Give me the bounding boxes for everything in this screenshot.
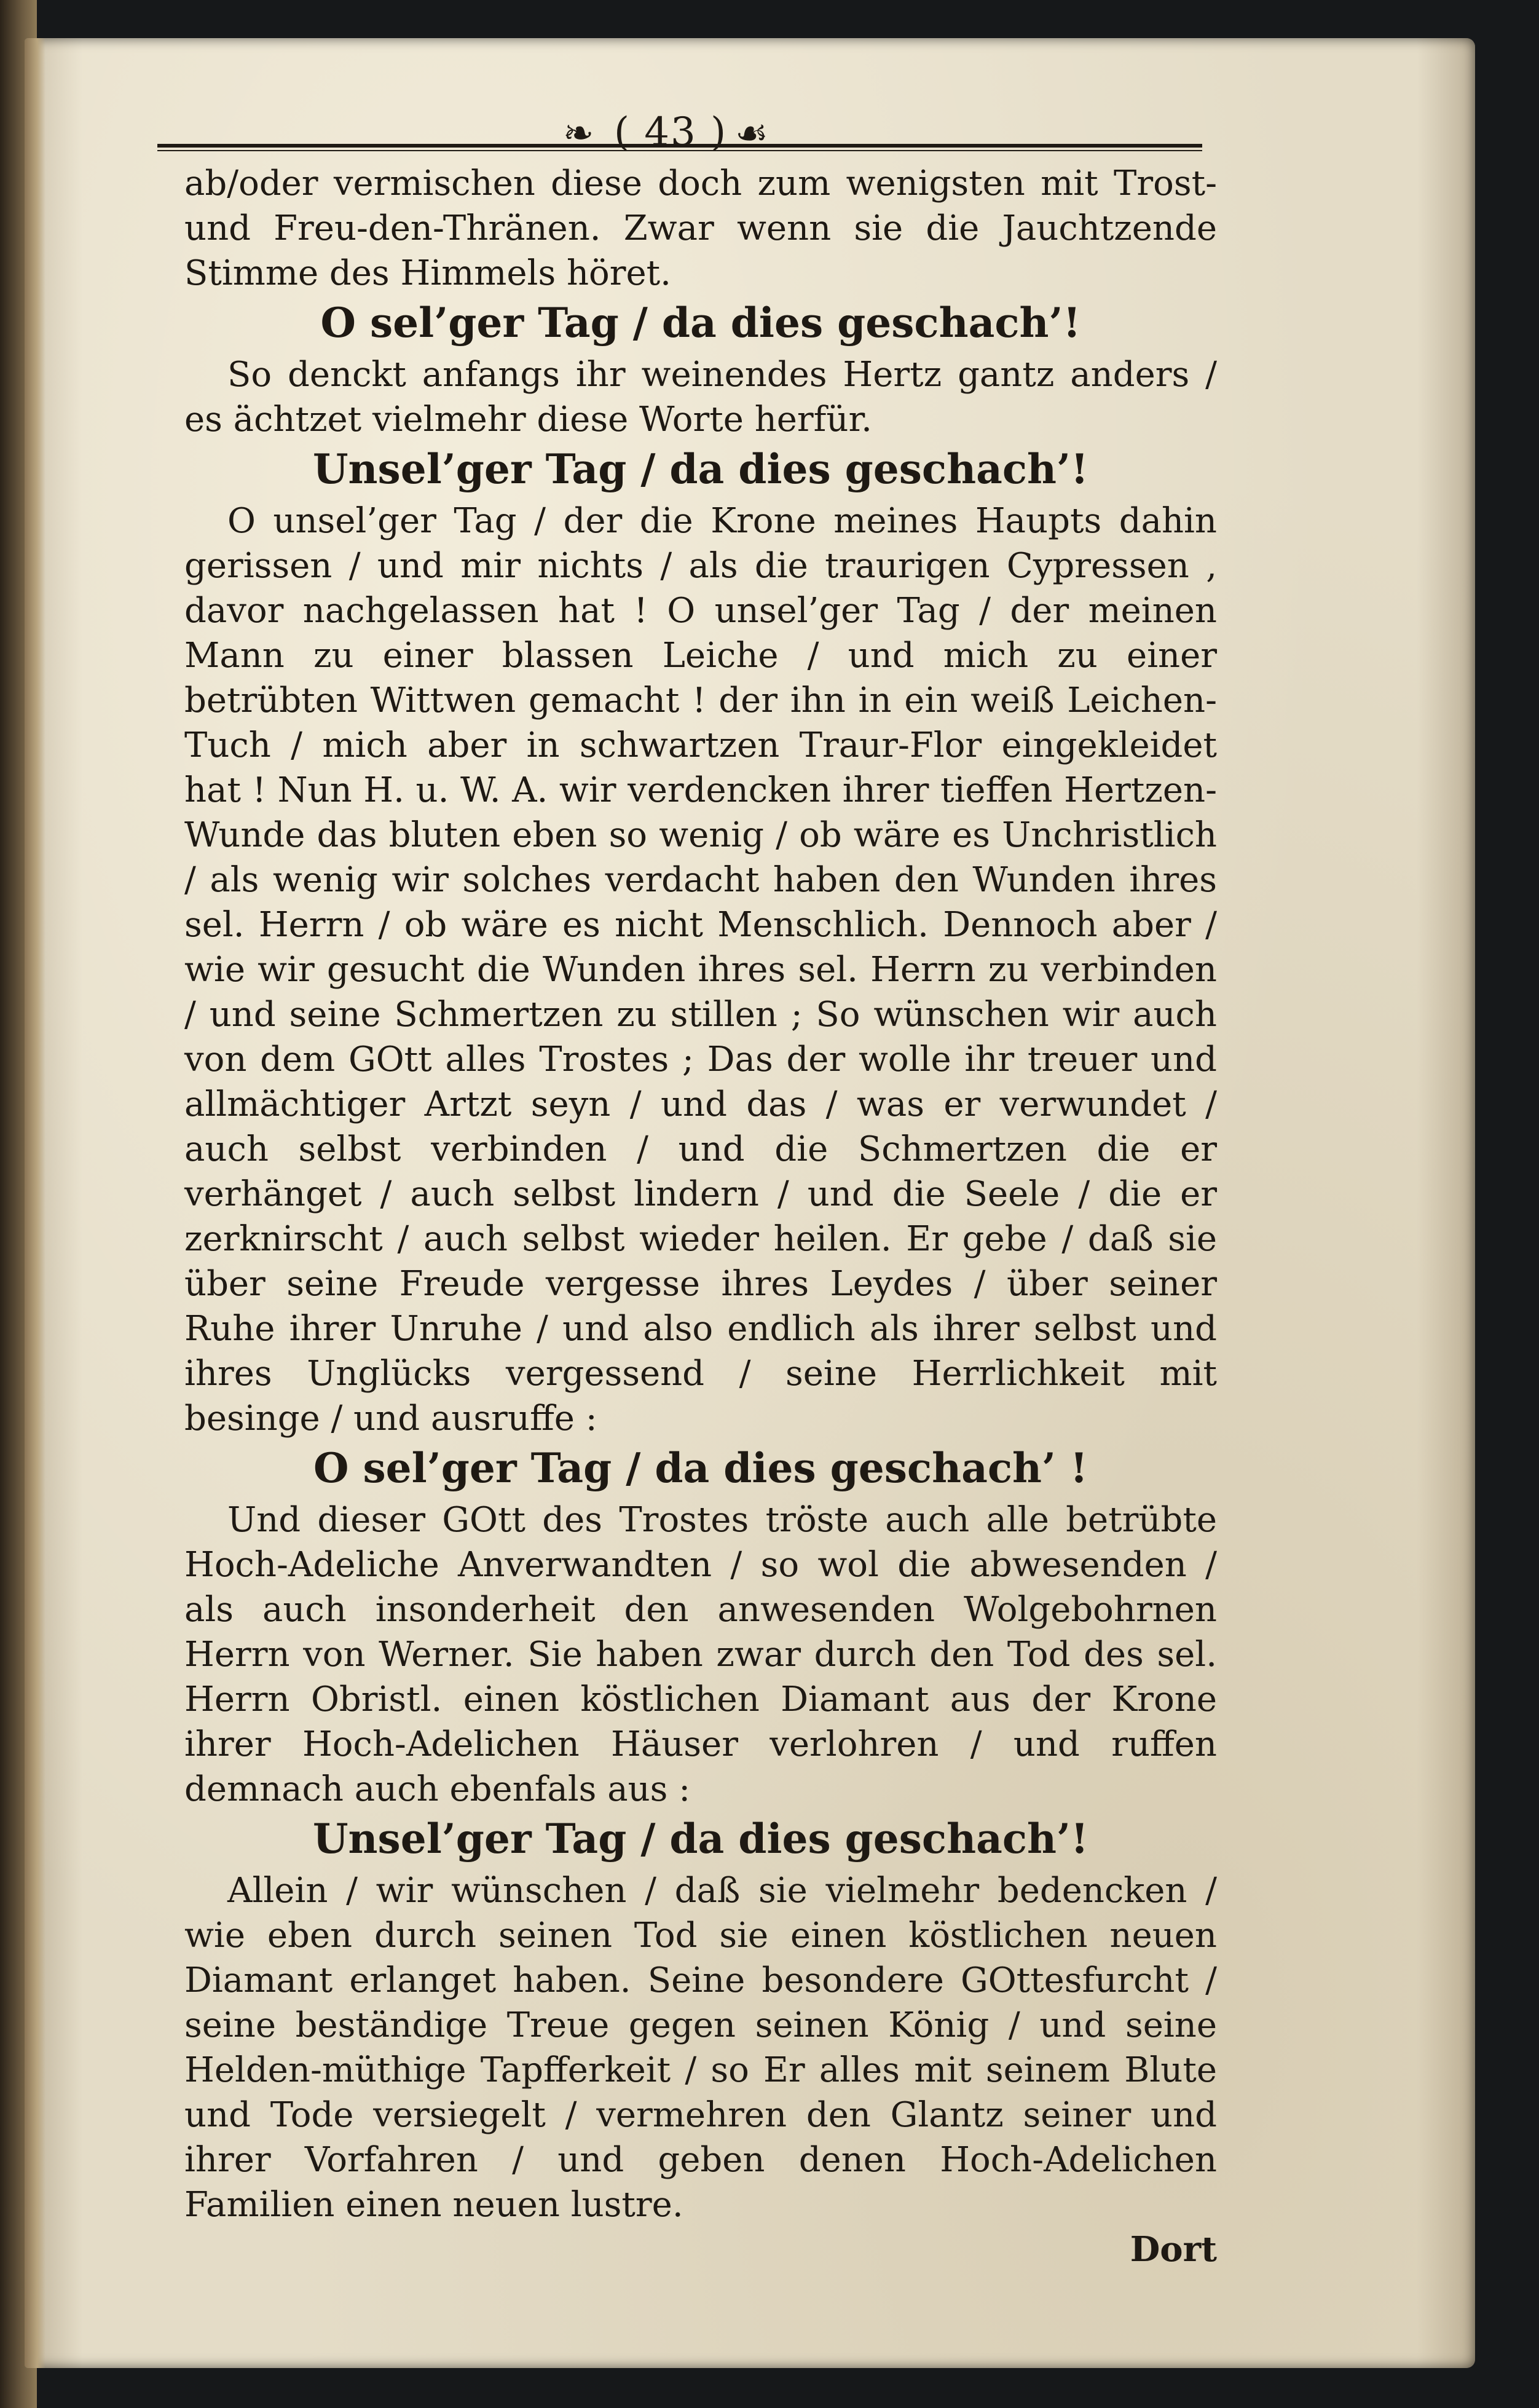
- exclamation-1: O sel’ger Tag / da dies geschach’!: [320, 299, 1081, 347]
- exclamation-3: O sel’ger Tag / da dies geschach’ !: [313, 1444, 1088, 1492]
- page-gutter: [25, 38, 45, 2368]
- body-text: [184, 161, 1217, 2272]
- paragraph-2: So denckt anfangs ihr weinendes Hertz gantz anders / es ächtzet vielmehr diese Worte herfür.: [184, 355, 1217, 440]
- paragraph-4: Und dieser GOtt des Trostes tröste auch alle betrübte Hoch-Adeliche Anverwandten / so wol die abwesenden / als auch insonderheit den anwesenden Wolgebohrnen Herrn von Werner. Sie haben zwar durch den Tod des sel. Herrn Obristl. einen köstlichen Diamant aus der Krone ihrer Hoch-Adelichen Häuser verlohren / und ruffen demnach auch ebenfals aus :: [184, 1500, 1217, 1809]
- page-header: [157, 69, 1202, 155]
- fleuron-right-icon: ☙: [735, 112, 768, 155]
- exclamation-4: Unsel’ger Tag / da dies geschach’!: [313, 1815, 1088, 1863]
- page-number: ( 43 ): [613, 109, 728, 155]
- fleuron-left-icon: ❧: [563, 112, 594, 155]
- header-rule: [157, 144, 1202, 151]
- paragraph-5: Allein / wir wünschen / daß sie vielmehr bedencken / wie eben durch seinen Tod sie einen köstlichen neuen Diamant erlanget haben. Seine besondere GOttesfurcht / seine beständige Treue gegen seinen König / und seine Helden-müthige Tapfferkeit / so Er alles mit seinem Blute und Tode versiegelt / vermehren den Glantz seiner und ihrer Vorfahren / und geben denen Hoch-Adelichen Familien einen neuen lustre.: [184, 1871, 1217, 2225]
- catchword: Dort: [1130, 2229, 1217, 2270]
- paragraph-3: O unsel’ger Tag / der die Krone meines Haupts dahin gerissen / und mir nichts / als die traurigen Cypressen , davor nachgelassen hat ! O unsel’ger Tag / der meinen Mann zu einer blassen Leiche / und mich zu einer betrübten Wittwen gemacht ! der ihn in ein weiß Leichen-Tuch / mich aber in schwartzen Traur-Flor eingekleidet hat ! Nun H. u. W. A. wir verdencken ihrer tieffen Hertzen-Wunde das bluten eben so wenig / ob wäre es Unchristlich / als wenig wir solches verdacht haben den Wunden ihres sel. Herrn / ob wäre es nicht Menschlich. Dennoch aber / wie wir gesucht die Wunden ihres sel. Herrn zu verbinden / und seine Schmertzen zu stillen ; So wünschen wir auch von dem GOtt alles Trostes ; Das der wolle ihr treuer und allmächtiger Artzt seyn / und das / was er verwundet / auch selbst verbinden / und die Schmertzen die er verhänget / auch selbst lindern / und die Seele / die er zerknirscht / auch selbst wieder heilen. Er gebe / daß sie über seine Freude vergesse ihres Leydes / über seiner Ruhe ihrer Unruhe / und also endlich als ihrer selbst und ihres Unglücks vergessend / seine Herrlichkeit mit besinge / und ausruffe :: [184, 501, 1217, 1439]
- exclamation-2: Unsel’ger Tag / da dies geschach’!: [313, 445, 1088, 493]
- paragraph-1: ab/oder vermischen diese doch zum wenigsten mit Trost-und Freu-den-Thränen. Zwar wenn sie die Jauchtzende Stimme des Himmels höret.: [184, 164, 1217, 293]
